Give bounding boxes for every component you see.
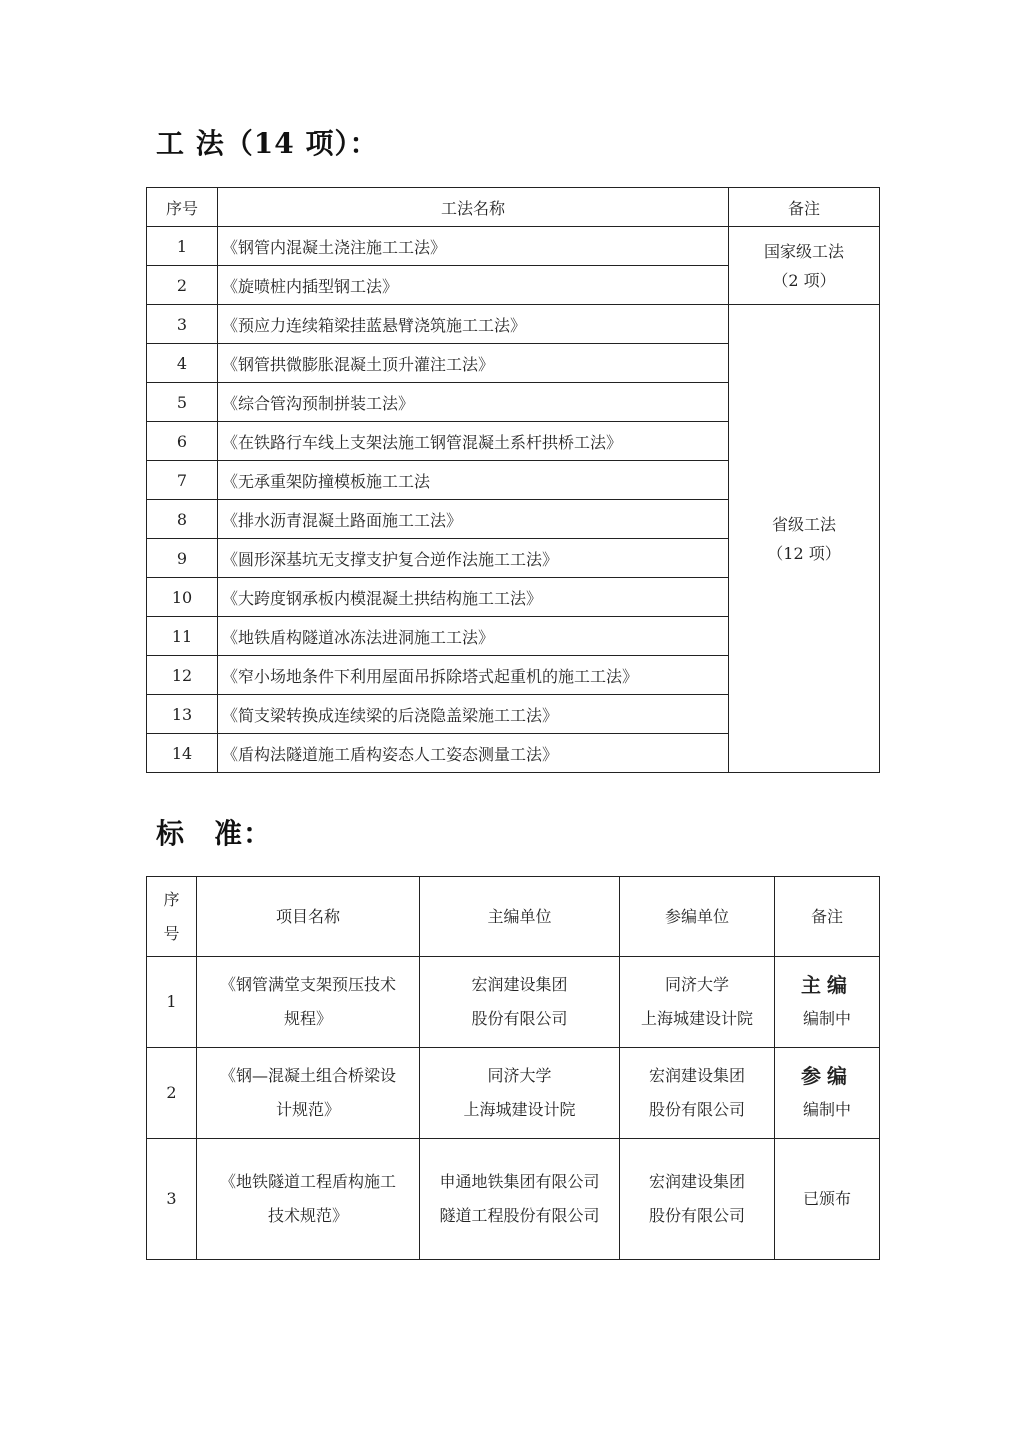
group-note-national: [729, 227, 880, 305]
method-name: 《窄小场地条件下利用屋面吊拆除塔式起重机的施工工法》: [218, 656, 729, 695]
participant-unit: [620, 1048, 775, 1139]
table-row: [147, 305, 880, 344]
section-heading-methods: 工 法（14 项）：: [156, 127, 379, 160]
row-number: 5: [147, 383, 218, 422]
status-label: 编制中: [802, 1009, 851, 1028]
row-number: 1: [147, 957, 197, 1048]
group-note-count: （2 项）: [772, 270, 836, 290]
role-label: 主编: [801, 973, 853, 997]
row-number: 2: [147, 266, 218, 305]
participant-unit: [620, 1139, 775, 1260]
method-name: 《综合管沟预制拼装工法》: [218, 383, 729, 422]
method-name: 《大跨度钢承板内模混凝土拱结构施工工法》: [218, 578, 729, 617]
group-note-title: 国家级工法: [763, 241, 844, 261]
row-number: 3: [147, 305, 218, 344]
standard-name-line2: 技术规范》: [267, 1206, 348, 1225]
status-label: 已颁布: [802, 1189, 851, 1208]
section-heading-standards: 标 准：: [156, 817, 273, 850]
method-name: 《钢管内混凝土浇注施工工法》: [218, 227, 729, 266]
col-header-note: 备注: [729, 188, 880, 227]
chief-unit: [420, 1048, 620, 1139]
col-header-no: 序号: [147, 188, 218, 227]
participant-unit-line1: 宏润建设集团: [648, 1066, 745, 1085]
table-header-row: [147, 188, 880, 227]
row-number: 9: [147, 539, 218, 578]
chief-unit: [420, 1139, 620, 1260]
chief-unit-line2: 上海城建设计院: [463, 1100, 576, 1119]
row-number: 7: [147, 461, 218, 500]
standard-name-line2: 规程》: [283, 1009, 332, 1028]
row-number: 12: [147, 656, 218, 695]
method-name: 《在铁路行车线上支架法施工钢管混凝土系杆拱桥工法》: [218, 422, 729, 461]
standard-name: [197, 1139, 420, 1260]
group-note-title: 省级工法: [771, 514, 836, 534]
status-note: [775, 957, 880, 1048]
method-name: 《钢管拱微膨胀混凝土顶升灌注工法》: [218, 344, 729, 383]
chief-unit-line2: 股份有限公司: [471, 1009, 568, 1028]
method-name: 《排水沥青混凝土路面施工工法》: [218, 500, 729, 539]
table-row: [147, 957, 880, 1048]
method-name: 《简支梁转换成连续梁的后浇隐盖梁施工工法》: [218, 695, 729, 734]
participant-unit: [620, 957, 775, 1048]
participant-unit-line2: 股份有限公司: [648, 1100, 745, 1119]
standard-name-line1: 《地铁隧道工程盾构施工: [219, 1172, 396, 1191]
table-row: [147, 1048, 880, 1139]
row-number: 4: [147, 344, 218, 383]
row-number: 10: [147, 578, 218, 617]
status-note: [775, 1139, 880, 1260]
method-name: 《无承重架防撞模板施工工法: [218, 461, 729, 500]
participant-unit-line2: 上海城建设计院: [640, 1009, 753, 1028]
standard-name-line2: 计规范》: [275, 1100, 340, 1119]
status-label: 编制中: [802, 1100, 851, 1119]
chief-unit-line1: 同济大学: [487, 1066, 552, 1085]
row-number: 11: [147, 617, 218, 656]
table-row: [147, 227, 880, 266]
method-name: 《预应力连续箱梁挂蓝悬臂浇筑施工工法》: [218, 305, 729, 344]
col-header-no-line1: 序: [163, 889, 180, 909]
chief-unit-line1: 申通地铁集团有限公司: [439, 1172, 600, 1191]
standard-name: [197, 957, 420, 1048]
col-header-participant: 参编单位: [620, 877, 775, 957]
col-header-note: 备注: [775, 877, 880, 957]
role-label: 参编: [801, 1064, 853, 1088]
method-name: 《盾构法隧道施工盾构姿态人工姿态测量工法》: [218, 734, 729, 773]
group-note-provincial: [729, 305, 880, 773]
row-number: 3: [147, 1139, 197, 1260]
group-note-count: （12 项）: [767, 543, 841, 563]
standards-table: [146, 876, 880, 1260]
standard-name-line1: 《钢—混凝土组合桥梁设: [219, 1066, 396, 1085]
col-header-chief: 主编单位: [420, 877, 620, 957]
row-number: 6: [147, 422, 218, 461]
row-number: 8: [147, 500, 218, 539]
chief-unit: [420, 957, 620, 1048]
chief-unit-line2: 隧道工程股份有限公司: [439, 1206, 600, 1225]
table-row: [147, 1139, 880, 1260]
col-header-name: 项目名称: [197, 877, 420, 957]
table-header-row: [147, 877, 880, 957]
chief-unit-line1: 宏润建设集团: [471, 975, 568, 994]
methods-table: [146, 187, 880, 773]
standard-name: [197, 1048, 420, 1139]
method-name: 《圆形深基坑无支撑支护复合逆作法施工工法》: [218, 539, 729, 578]
standard-name-line1: 《钢管满堂支架预压技术: [219, 975, 396, 994]
col-header-name: 工法名称: [218, 188, 729, 227]
row-number: 2: [147, 1048, 197, 1139]
status-note: [775, 1048, 880, 1139]
row-number: 1: [147, 227, 218, 266]
method-name: 《旋喷桩内插型钢工法》: [218, 266, 729, 305]
row-number: 13: [147, 695, 218, 734]
row-number: 14: [147, 734, 218, 773]
col-header-no: [147, 877, 197, 957]
participant-unit-line1: 宏润建设集团: [648, 1172, 745, 1191]
col-header-no-line2: 号: [163, 923, 180, 943]
method-name: 《地铁盾构隧道冰冻法进洞施工工法》: [218, 617, 729, 656]
participant-unit-line1: 同济大学: [664, 975, 729, 994]
participant-unit-line2: 股份有限公司: [648, 1206, 745, 1225]
